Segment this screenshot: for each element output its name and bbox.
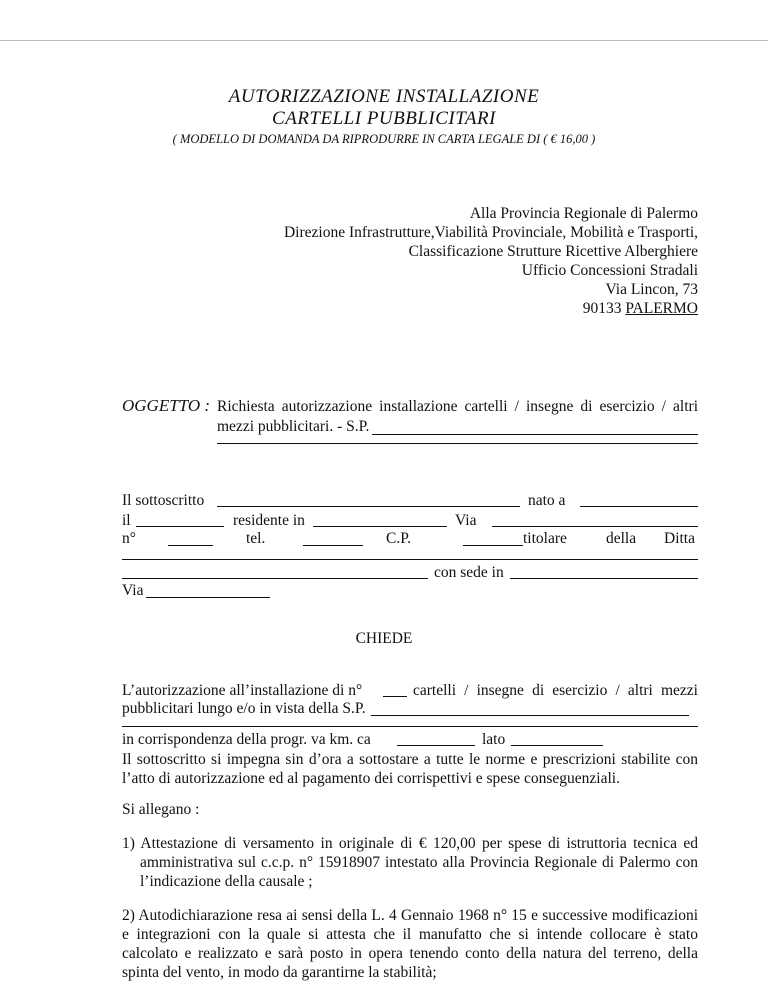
- recipient-line2: Direzione Infrastrutture,Viabilità Provinciale, Mobilità e Trasporti,: [283, 224, 698, 241]
- allegato-item2: 2) Autodichiarazione resa ai sensi della L. 4 Gennaio 1968 n° 15 e successive modificazioni e integrazioni con la quale si attesta che il manufatto che si intende collocare è stato calcolato e realizzato e sarà posto in opera tenendo conto della natura del terreno, della spinta del vento, in modo da garantirne la stabilità;: [122, 907, 698, 981]
- titolare-label: titolare: [523, 530, 567, 547]
- nato-a-label: nato a: [528, 492, 566, 509]
- oggetto-text-line2: mezzi pubblicitari. - S.P.: [217, 418, 370, 435]
- km-field[interactable]: [397, 745, 475, 746]
- strada-provinciale-field[interactable]: [371, 715, 689, 716]
- lato-field[interactable]: [511, 745, 603, 746]
- residente-in-field[interactable]: [313, 526, 447, 527]
- recipient-line3: Classificazione Strutture Ricettive Alberghiere: [408, 243, 698, 260]
- tel-field[interactable]: [303, 545, 363, 546]
- recipient-line1: Alla Provincia Regionale di Palermo: [469, 205, 698, 222]
- ditta-label: Ditta: [664, 530, 695, 547]
- scan-top-border: [0, 40, 768, 41]
- sottoscritto-field[interactable]: [217, 506, 520, 507]
- numero-label: n°: [122, 530, 136, 547]
- ditta-name-field[interactable]: [122, 559, 698, 560]
- via-label: Via: [455, 512, 477, 529]
- allegato-item1: 1) Attestazione di versamento in originale di € 120,00 per spese di istruttoria tecnica ed amministrativa sul c.c.p. n° 15918907 intestato alla Provincia Regionale di Palermo con l’indicazione della causale ;: [122, 835, 698, 890]
- request-line1-b: cartelli / insegne di esercizio / altri mezzi: [413, 682, 698, 699]
- il-label: il: [122, 512, 131, 529]
- via-field[interactable]: [492, 526, 698, 527]
- via2-field[interactable]: [146, 597, 270, 598]
- request-line2: pubblicitari lungo e/o in vista della S.P.: [122, 700, 366, 717]
- lato-label: lato: [482, 731, 506, 748]
- recipient-line6: [583, 300, 698, 318]
- cp-field[interactable]: [463, 545, 523, 546]
- corrispondenza-label: in corrispondenza della progr. va km. ca: [122, 731, 371, 748]
- oggetto-sp-field[interactable]: [372, 434, 698, 435]
- chiede-heading: CHIEDE: [355, 630, 413, 647]
- oggetto-text-line1: Richiesta autorizzazione installazione cartelli / insegne di esercizio / altri: [217, 398, 698, 415]
- recipient-cap: 90133: [582, 300, 626, 317]
- via2-label: Via: [122, 582, 144, 599]
- recipient-city: PALERMO: [625, 300, 698, 317]
- ditta-name-field-2[interactable]: [122, 578, 428, 579]
- sottoscritto-label: Il sottoscritto: [122, 492, 205, 509]
- document-title-line2: CARTELLI PUBBLICITARI: [272, 108, 496, 129]
- numero-cartelli-field[interactable]: [383, 696, 407, 697]
- nato-a-field[interactable]: [580, 506, 698, 507]
- request-line1-a: L’autorizzazione all’installazione di n°: [122, 682, 363, 699]
- cp-label: C.P.: [386, 530, 411, 547]
- document-subtitle: ( MODELLO DI DOMANDA DA RIPRODURRE IN CARTA LEGALE DI ( € 16,00 ): [172, 132, 596, 146]
- oggetto-extra-field[interactable]: [217, 443, 698, 444]
- oggetto-label: OGGETTO :: [122, 396, 211, 415]
- recipient-line4: Ufficio Concessioni Stradali: [521, 262, 698, 279]
- data-nascita-field[interactable]: [136, 526, 224, 527]
- residente-in-label: residente in: [233, 512, 305, 529]
- allegati-intro: Si allegano :: [122, 801, 200, 818]
- con-sede-in-label: con sede in: [434, 564, 504, 581]
- document-title-line1: AUTORIZZAZIONE INSTALLAZIONE: [228, 86, 540, 107]
- impegno-paragraph: Il sottoscritto si impegna sin d’ora a sottostare a tutte le norme e prescrizioni stabilite con l’atto di autorizzazione ed al pagamento dei corrispettivi e spese conseguenziali.: [122, 751, 698, 787]
- request-extra-field[interactable]: [122, 726, 698, 727]
- della-label: della: [606, 530, 637, 547]
- recipient-line5: Via Lincon, 73: [605, 281, 698, 298]
- con-sede-in-field[interactable]: [510, 578, 698, 579]
- numero-field[interactable]: [168, 545, 213, 546]
- tel-label: tel.: [246, 530, 266, 547]
